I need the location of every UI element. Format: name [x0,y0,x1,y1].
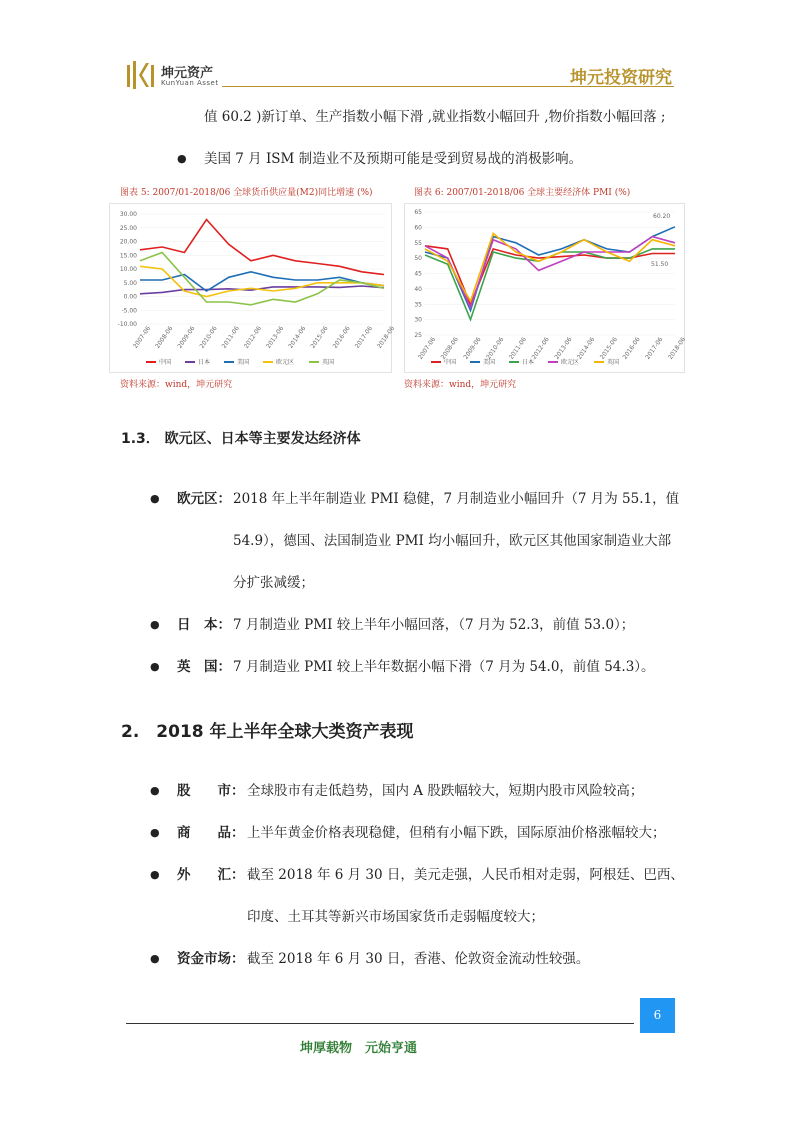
series-line [425,227,675,311]
x-tick-label: 2008-06 [439,336,460,361]
legend-label: 日本 [198,359,211,366]
x-tick-label: 2009-06 [462,336,483,361]
footer-divider [126,1023,634,1024]
x-tick-label: 2007-06 [131,325,153,350]
legend-label: 中国 [159,359,172,366]
item-text: 7 月制造业 PMI 较上半年数据小幅下滑（7 月为 54.0，前值 54.3）。 [233,659,655,675]
x-tick-label: 2015-06 [309,325,330,350]
y-tick-label: -10.00 [117,321,137,328]
item-text: 全球股市有走低趋势，国内 A 股跌幅较大，短期内股市风险较高； [247,783,644,799]
x-tick-label: 2011-06 [220,325,241,350]
logo-name: 坤元资产 [161,66,214,81]
legend-label: 英国 [607,359,620,366]
legend-label: 欧元区 [561,359,580,366]
x-tick-label: 2008-06 [154,325,175,350]
bullet-dot: ● [150,618,160,631]
annotation-label: 60.20 [653,213,671,220]
x-tick-label: 2018-06 [666,336,688,361]
kunyuan-logo-icon [126,59,156,91]
pmi-chart [404,203,688,373]
x-tick-label: 2017-06 [644,336,665,361]
figure-6-source: 资料来源：wind，坤元研究 [404,380,517,390]
y-tick-label: 50 [414,255,422,263]
bullet-dot: ● [150,826,160,839]
x-tick-label: 2007-06 [416,336,438,361]
y-tick-label: -5.00 [121,307,137,315]
y-tick-label: 25 [414,332,422,339]
y-tick-label: 25.00 [119,224,137,232]
legend-label: 中国 [444,359,457,366]
logo-english-name: KunYuan Asset [161,79,219,87]
x-tick-label: 2013-06 [265,325,286,350]
item-text: 上半年黄金价格表现稳健，但稍有小幅下跌，国际原油价格涨幅较大； [247,825,666,841]
y-tick-label: 30.00 [119,211,137,218]
x-tick-label: 2018-06 [375,325,397,350]
x-tick-label: 2013-06 [553,336,574,361]
bullet-dot: ● [177,152,187,165]
legend-label: 英国 [322,359,335,366]
y-tick-label: 20.00 [119,238,137,246]
x-tick-label: 2016-06 [621,336,642,361]
y-tick-label: 65 [414,209,422,216]
bullet-dot: ● [150,868,160,881]
x-tick-label: 2012-06 [530,336,551,361]
section-2-heading: 2. 2018 年上半年全球大类资产表现 [121,722,414,742]
figure-5-caption: 图表 5: 2007/01-2018/06 全球货币供应量(M2)同比增速 (%) [120,188,373,198]
item-label: 股 市： [177,783,245,799]
x-tick-label: 2009-06 [176,325,197,350]
footer-slogan: 坤厚载物 元始亨通 [300,1041,418,1056]
item-label: 商 品： [177,825,245,841]
item-label: 英 国： [177,659,231,675]
item-label: 日 本： [177,617,231,633]
item-text: 54.9），德国、法国制造业 PMI 均小幅回升，欧元区其他国家制造业大部 [233,533,672,549]
x-tick-label: 2016-06 [331,325,352,350]
section-1-3-heading: 1.3． 欧元区、日本等主要发达经济体 [121,431,361,447]
item-label: 欧元区： [177,491,231,507]
y-tick-label: 30 [414,316,422,324]
bullet-dot: ● [150,784,160,797]
m2-growth-chart [109,203,397,373]
x-tick-label: 2012-06 [242,325,264,350]
y-tick-label: 0.00 [123,293,137,301]
x-tick-label: 2015-06 [598,336,619,361]
item-text: 截至 2018 年 6 月 30 日，美元走强，人民币相对走弱，阿根廷、巴西、 [247,867,684,883]
item-text: 截至 2018 年 6 月 30 日，香港、伦敦资金流动性较强。 [247,951,590,967]
y-tick-label: 60 [414,224,422,232]
y-tick-label: 35 [414,301,422,309]
legend-label: 美国 [237,359,250,366]
header-title: 坤元投资研究 [570,68,672,88]
item-text: 2018 年上半年制造业 PMI 稳健，7 月制造业小幅回升（7 月为 55.1，值 [233,491,680,507]
bullet-dot: ● [150,952,160,965]
y-tick-label: 40 [414,285,422,293]
figure-5-source: 资料来源：wind，坤元研究 [120,380,233,390]
x-tick-label: 2014-06 [287,325,308,350]
figure-6-caption: 图表 6: 2007/01-2018/06 全球主要经济体 PMI (%) [414,188,631,198]
y-tick-label: 15.00 [119,252,137,260]
x-tick-label: 2017-06 [353,325,374,350]
legend-label: 美国 [483,359,496,366]
item-text: 印度、土耳其等新兴市场国家货币走弱幅度较大； [247,909,544,925]
m2-growth-chart-svg [110,204,397,372]
x-tick-label: 2011-06 [507,336,529,361]
pmi-chart-svg [405,204,688,372]
y-tick-label: 5.00 [123,279,137,287]
bullet-dot: ● [150,660,160,673]
x-tick-label: 2010-06 [485,336,506,361]
bullet-dot: ● [150,492,160,505]
x-tick-label: 2010-06 [198,325,219,350]
y-tick-label: 10.00 [119,266,137,273]
y-tick-label: 45 [414,270,422,278]
intro-bullet: 美国 7 月 ISM 制造业不及预期可能是受到贸易战的消极影响。 [204,151,583,167]
page-number: 6 [640,998,675,1033]
item-label: 资金市场： [177,951,245,967]
legend-label: 日本 [522,359,535,366]
legend-label: 欧元区 [276,359,295,366]
series-line [425,237,675,308]
annotation-label: 51.50 [651,260,669,268]
item-text: 分扩张减缓； [233,575,314,591]
item-text: 7 月制造业 PMI 较上半年小幅回落，（7 月为 52.3，前值 53.0）； [233,617,635,633]
item-label: 外 汇： [177,867,245,883]
y-tick-label: 55 [414,239,422,247]
x-tick-label: 2014-06 [576,336,597,361]
intro-line: 值 60.2 )新订单、生产指数小幅下滑 ,就业指数小幅回升 ,物价指数小幅回落 ; [204,109,666,125]
